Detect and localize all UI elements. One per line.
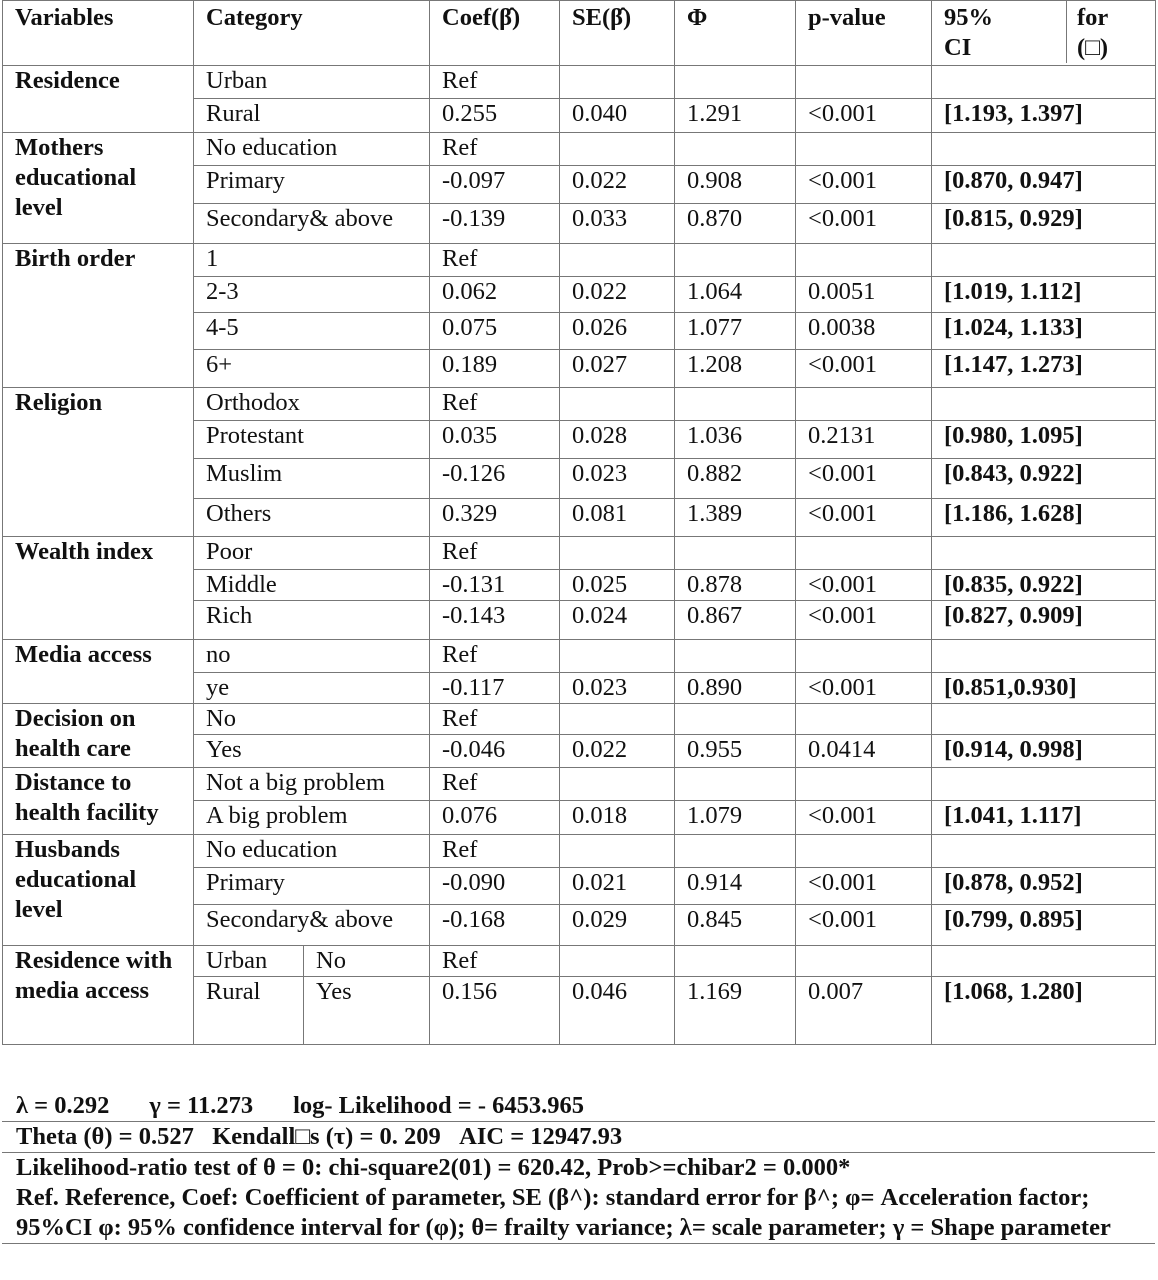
coef-cell: 0.329 xyxy=(430,499,560,537)
ci-cell: [0.980, 1.095] xyxy=(932,421,1156,459)
coef-cell: -0.143 xyxy=(430,601,560,640)
p-cell: <0.001 xyxy=(796,673,932,704)
category-cell: 2-3 xyxy=(194,277,430,313)
subcategory-residence: Urban xyxy=(194,946,304,977)
p-cell xyxy=(796,244,932,277)
coef-cell: 0.075 xyxy=(430,313,560,350)
header-row xyxy=(3,1,1156,66)
p-cell: <0.001 xyxy=(796,459,932,499)
phi-cell xyxy=(675,66,796,99)
header-se: SE(β̂) xyxy=(560,1,675,66)
category-cell: Yes xyxy=(194,735,430,768)
se-cell xyxy=(560,66,675,99)
coef-cell: 0.062 xyxy=(430,277,560,313)
ci-cell xyxy=(932,133,1156,166)
p-cell: 0.0051 xyxy=(796,277,932,313)
category-cell: Rich xyxy=(194,601,430,640)
se-cell: 0.033 xyxy=(560,204,675,244)
variable-name: Residence xyxy=(3,66,194,133)
p-cell xyxy=(796,835,932,868)
se-cell xyxy=(560,768,675,801)
variable-name: Wealth index xyxy=(3,537,194,640)
coef-cell: -0.126 xyxy=(430,459,560,499)
se-cell: 0.022 xyxy=(560,166,675,204)
p-cell: <0.001 xyxy=(796,570,932,601)
category-cell: No education xyxy=(194,133,430,166)
subcategory-media: No xyxy=(304,946,430,977)
variable-name: Distance to health facility xyxy=(3,768,194,835)
se-cell: 0.021 xyxy=(560,868,675,905)
phi-cell: 1.208 xyxy=(675,350,796,388)
category-cell: A big problem xyxy=(194,801,430,835)
coef-cell: -0.090 xyxy=(430,868,560,905)
phi-cell: 0.914 xyxy=(675,868,796,905)
category-cell: Orthodox xyxy=(194,388,430,421)
phi-cell: 0.882 xyxy=(675,459,796,499)
se-cell: 0.081 xyxy=(560,499,675,537)
phi-cell: 0.908 xyxy=(675,166,796,204)
ci-cell: [0.799, 0.895] xyxy=(932,905,1156,946)
category-cell: Primary xyxy=(194,868,430,905)
ci-cell: [0.878, 0.952] xyxy=(932,868,1156,905)
p-cell: <0.001 xyxy=(796,801,932,835)
se-cell: 0.023 xyxy=(560,459,675,499)
phi-cell: 1.169 xyxy=(675,977,796,1045)
ci-cell: [0.835, 0.922] xyxy=(932,570,1156,601)
ci-cell: [0.851,0.930] xyxy=(932,673,1156,704)
variable-name: Religion xyxy=(3,388,194,537)
p-cell xyxy=(796,946,932,977)
p-cell: <0.001 xyxy=(796,499,932,537)
phi-cell: 0.867 xyxy=(675,601,796,640)
coef-cell: Ref xyxy=(430,537,560,570)
ci-cell xyxy=(932,537,1156,570)
variable-name: Residence with media access xyxy=(3,946,194,1045)
ci-cell xyxy=(932,640,1156,673)
coef-cell: -0.097 xyxy=(430,166,560,204)
ci-cell: [1.186, 1.628] xyxy=(932,499,1156,537)
phi-cell: 0.878 xyxy=(675,570,796,601)
note-block xyxy=(2,1153,1155,1244)
coef-cell: Ref xyxy=(430,946,560,977)
se-cell xyxy=(560,537,675,570)
se-cell: 0.024 xyxy=(560,601,675,640)
table-row xyxy=(3,537,1156,570)
se-cell: 0.022 xyxy=(560,277,675,313)
category-cell: Rural xyxy=(194,99,430,133)
table-row xyxy=(3,244,1156,277)
p-cell: 0.007 xyxy=(796,977,932,1045)
p-cell: <0.001 xyxy=(796,166,932,204)
variable-name: Decision on health care xyxy=(3,704,194,768)
p-cell: 0.0038 xyxy=(796,313,932,350)
p-cell xyxy=(796,537,932,570)
p-cell: 0.0414 xyxy=(796,735,932,768)
coef-cell: 0.156 xyxy=(430,977,560,1045)
se-cell xyxy=(560,946,675,977)
p-cell xyxy=(796,388,932,421)
ci-cell: [1.068, 1.280] xyxy=(932,977,1156,1045)
results-table xyxy=(2,0,1156,1045)
phi-cell: 1.064 xyxy=(675,277,796,313)
note-aic: AIC = 12947.93 xyxy=(459,1123,623,1150)
phi-cell xyxy=(675,835,796,868)
header-ci xyxy=(932,1,1156,66)
variable-name: Media access xyxy=(3,640,194,704)
coef-cell: 0.035 xyxy=(430,421,560,459)
phi-cell: 1.389 xyxy=(675,499,796,537)
table-row xyxy=(3,704,1156,735)
table-row xyxy=(3,133,1156,166)
ci-cell: [1.147, 1.273] xyxy=(932,350,1156,388)
se-cell xyxy=(560,244,675,277)
p-cell xyxy=(796,704,932,735)
ci-cell xyxy=(932,704,1156,735)
se-cell: 0.025 xyxy=(560,570,675,601)
p-cell xyxy=(796,640,932,673)
category-cell: ye xyxy=(194,673,430,704)
se-cell: 0.022 xyxy=(560,735,675,768)
category-cell: Protestant xyxy=(194,421,430,459)
coef-cell: Ref xyxy=(430,66,560,99)
header-variables: Variables xyxy=(3,1,194,66)
header-category: Category xyxy=(194,1,430,66)
coef-cell: -0.117 xyxy=(430,673,560,704)
se-cell: 0.028 xyxy=(560,421,675,459)
phi-cell xyxy=(675,946,796,977)
phi-cell: 1.077 xyxy=(675,313,796,350)
coef-cell: Ref xyxy=(430,768,560,801)
category-cell: Others xyxy=(194,499,430,537)
se-cell xyxy=(560,388,675,421)
phi-cell: 0.890 xyxy=(675,673,796,704)
category-cell: 4-5 xyxy=(194,313,430,350)
ci-cell: [0.815, 0.929] xyxy=(932,204,1156,244)
note-lambda: λ = 0.292 xyxy=(16,1092,110,1119)
category-cell: Primary xyxy=(194,166,430,204)
note-loglik: log- Likelihood = - 6453.965 xyxy=(293,1092,585,1119)
se-cell: 0.018 xyxy=(560,801,675,835)
p-cell xyxy=(796,66,932,99)
variable-name: Birth order xyxy=(3,244,194,388)
table-row xyxy=(3,66,1156,99)
p-cell: <0.001 xyxy=(796,350,932,388)
phi-cell xyxy=(675,244,796,277)
ci-cell: [0.843, 0.922] xyxy=(932,459,1156,499)
category-cell: Middle xyxy=(194,570,430,601)
p-cell xyxy=(796,768,932,801)
p-cell: <0.001 xyxy=(796,905,932,946)
ci-cell xyxy=(932,244,1156,277)
category-cell: Secondary& above xyxy=(194,204,430,244)
coef-cell: -0.046 xyxy=(430,735,560,768)
ci-cell xyxy=(932,768,1156,801)
note-theta: Theta (θ) = 0.527 xyxy=(16,1123,194,1150)
table-row xyxy=(3,768,1156,801)
p-cell: <0.001 xyxy=(796,868,932,905)
coef-cell: Ref xyxy=(430,704,560,735)
phi-cell: 0.870 xyxy=(675,204,796,244)
category-cell: 1 xyxy=(194,244,430,277)
phi-cell xyxy=(675,704,796,735)
coef-cell: Ref xyxy=(430,388,560,421)
table-row xyxy=(3,835,1156,868)
table-row xyxy=(3,946,1156,977)
category-cell: No education xyxy=(194,835,430,868)
ci-cell: [1.024, 1.133] xyxy=(932,313,1156,350)
table-row xyxy=(3,640,1156,673)
category-cell: 6+ xyxy=(194,350,430,388)
phi-cell xyxy=(675,768,796,801)
category-cell: Urban xyxy=(194,66,430,99)
se-cell xyxy=(560,133,675,166)
note-kendall: Kendall□s (τ) = 0. 209 xyxy=(212,1123,441,1150)
se-cell: 0.023 xyxy=(560,673,675,704)
ci-cell: [1.041, 1.117] xyxy=(932,801,1156,835)
ci-cell xyxy=(932,66,1156,99)
se-cell: 0.029 xyxy=(560,905,675,946)
se-cell xyxy=(560,835,675,868)
coef-cell: -0.131 xyxy=(430,570,560,601)
phi-cell xyxy=(675,388,796,421)
phi-cell: 0.955 xyxy=(675,735,796,768)
coef-cell: 0.076 xyxy=(430,801,560,835)
category-cell: No xyxy=(194,704,430,735)
ci-cell xyxy=(932,835,1156,868)
coef-cell: Ref xyxy=(430,640,560,673)
p-cell: 0.2131 xyxy=(796,421,932,459)
ci-cell xyxy=(932,946,1156,977)
coef-cell: Ref xyxy=(430,133,560,166)
header-coef: Coef(β̂) xyxy=(430,1,560,66)
phi-cell xyxy=(675,133,796,166)
note-gamma: γ = 11.273 xyxy=(149,1092,254,1119)
coef-cell: 0.189 xyxy=(430,350,560,388)
coef-cell: -0.139 xyxy=(430,204,560,244)
category-cell: Poor xyxy=(194,537,430,570)
phi-cell: 1.036 xyxy=(675,421,796,459)
ci-cell: [0.827, 0.909] xyxy=(932,601,1156,640)
ci-cell: [1.193, 1.397] xyxy=(932,99,1156,133)
ci-cell: [1.019, 1.112] xyxy=(932,277,1156,313)
note-theta-line xyxy=(2,1122,1155,1153)
se-cell: 0.040 xyxy=(560,99,675,133)
note-model-params xyxy=(2,1091,1155,1122)
category-cell: Secondary& above xyxy=(194,905,430,946)
phi-cell: 1.291 xyxy=(675,99,796,133)
header-phi: Φ xyxy=(675,1,796,66)
phi-cell: 1.079 xyxy=(675,801,796,835)
phi-cell xyxy=(675,537,796,570)
phi-cell: 0.845 xyxy=(675,905,796,946)
p-cell: <0.001 xyxy=(796,601,932,640)
p-cell xyxy=(796,133,932,166)
subcategory-residence: Rural xyxy=(194,977,304,1045)
variable-name: Husbands educational level xyxy=(3,835,194,946)
ci-cell: [0.914, 0.998] xyxy=(932,735,1156,768)
se-cell: 0.046 xyxy=(560,977,675,1045)
se-cell: 0.026 xyxy=(560,313,675,350)
variable-name: Mothers educational level xyxy=(3,133,194,244)
header-pvalue: p-value xyxy=(796,1,932,66)
category-cell: no xyxy=(194,640,430,673)
category-cell: Not a big problem xyxy=(194,768,430,801)
ci-cell xyxy=(932,388,1156,421)
table-row xyxy=(3,388,1156,421)
note-lr-test: Likelihood-ratio test of θ = 0: chi-square2(01) = 620.42, Prob>=chibar2 = 0.000* xyxy=(16,1154,851,1181)
se-cell: 0.027 xyxy=(560,350,675,388)
p-cell: <0.001 xyxy=(796,204,932,244)
phi-cell xyxy=(675,640,796,673)
ci-cell: [0.870, 0.947] xyxy=(932,166,1156,204)
coef-cell: -0.168 xyxy=(430,905,560,946)
coef-cell: 0.255 xyxy=(430,99,560,133)
header-ci-pct: 95% xyxy=(944,4,994,31)
table-notes xyxy=(2,1091,1155,1244)
coef-cell: Ref xyxy=(430,244,560,277)
header-ci-label: CI xyxy=(944,34,972,61)
p-cell: <0.001 xyxy=(796,99,932,133)
note-footnote: Ref. Reference, Coef: Coefficient of parameter, SE (β^): standard error for β^; φ= Acceleration factor; 95%CI φ: 95% confidence interval for (φ); θ= frailty variance; λ= scale parameter; γ = Shape parameter xyxy=(16,1184,1111,1241)
se-cell xyxy=(560,640,675,673)
subcategory-media: Yes xyxy=(304,977,430,1045)
coef-cell: Ref xyxy=(430,835,560,868)
category-cell: Muslim xyxy=(194,459,430,499)
header-ci-for: for (□) xyxy=(1076,4,1109,61)
se-cell xyxy=(560,704,675,735)
